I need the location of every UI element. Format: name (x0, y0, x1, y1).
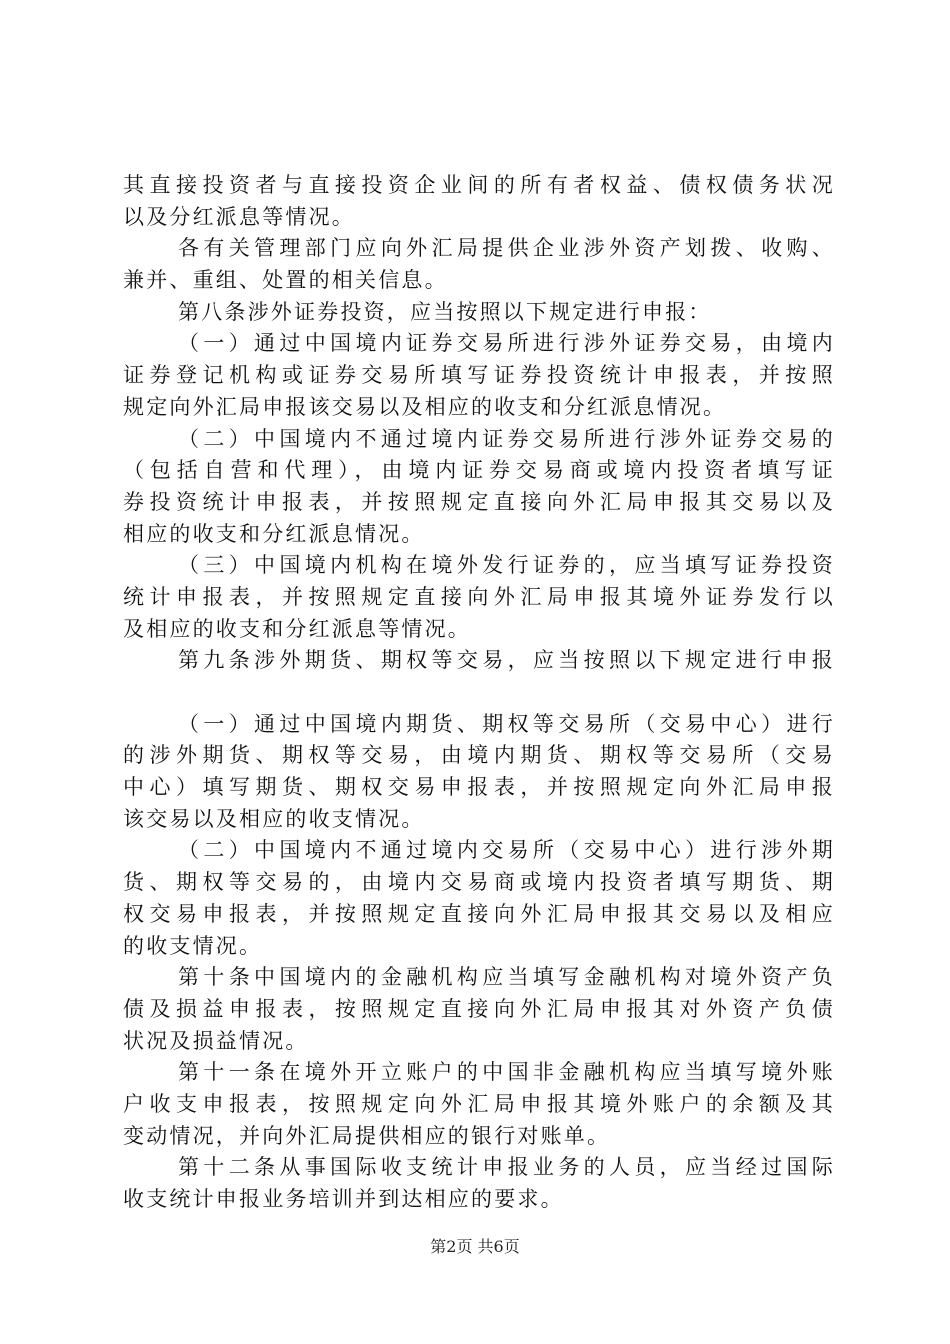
text-line: 其直接投资者与直接投资企业间的所有者权益、债权债务状况 (123, 173, 835, 197)
text-line: 中心）填写期货、期权交易申报表，并按照规定向外汇局申报 (123, 775, 835, 800)
text-line: 第十一条在境外开立账户的中国非金融机构应当填写境外账 (178, 1060, 835, 1085)
text-line: 的收支情况。 (123, 933, 263, 958)
text-line: 的涉外期货、期权等交易，由境内期货、期权等交易所（交易 (123, 743, 835, 768)
text-line: 兼并、重组、处置的相关信息。 (123, 268, 448, 293)
text-line: 规定向外汇局申报该交易以及相应的收支和分红派息情况。 (123, 394, 727, 419)
document-body (123, 170, 835, 1216)
text-line: 以及分红派息等情况。 (123, 204, 355, 229)
text-line: （包括自营和代理），由境内证券交易商或境内投资者填写证 (123, 458, 835, 483)
text-line: 第九条涉外期货、期权等交易，应当按照以下规定进行申报 (178, 648, 835, 673)
blank-line (123, 677, 835, 709)
text-line: 各有关管理部门应向外汇局提供企业涉外资产划拨、收购、 (178, 236, 835, 261)
text-line: （二）中国境内不通过境内交易所（交易中心）进行涉外期 (178, 838, 835, 863)
text-line: 相应的收支和分红派息情况。 (123, 521, 425, 546)
text-line: 货、期权等交易的，由境内交易商或境内投资者填写期货、期 (123, 870, 835, 895)
text-line: 债及损益申报表，按照规定直接向外汇局申报其对外资产负债 (123, 996, 835, 1021)
text-line: 证券登记机构或证券交易所填写证券投资统计申报表，并按照 (123, 363, 835, 388)
text-line: 券投资统计申报表，并按照规定直接向外汇局申报其交易以及 (123, 489, 835, 514)
text-line: （一）通过中国境内证券交易所进行涉外证券交易，由境内 (178, 331, 835, 356)
text-line: 统计申报表，并按照规定直接向外汇局申报其境外证券发行以 (123, 584, 835, 609)
text-line: 户收支申报表，按照规定向外汇局申报其境外账户的余额及其 (123, 1091, 835, 1116)
text-line: （二）中国境内不通过境内证券交易所进行涉外证券交易的 (178, 426, 835, 451)
text-line: 第八条涉外证券投资，应当按照以下规定进行申报： (178, 299, 712, 324)
page-footer: 第2页 共6页 (430, 1237, 520, 1256)
text-line: 权交易申报表，并按照规定直接向外汇局申报其交易以及相应 (123, 901, 835, 926)
text-line: 状况及损益情况。 (123, 1028, 309, 1053)
text-line: （一）通过中国境内期货、期权等交易所（交易中心）进行 (178, 711, 835, 736)
text-line: 第十二条从事国际收支统计申报业务的人员，应当经过国际 (178, 1155, 835, 1180)
text-line: 收支统计申报业务培训并到达相应的要求。 (123, 1187, 564, 1211)
text-line: （三）中国境内机构在境外发行证券的，应当填写证券投资 (178, 553, 835, 578)
text-line: 该交易以及相应的收支情况。 (123, 806, 425, 831)
text-line: 变动情况，并向外汇局提供相应的银行对账单。 (123, 1123, 611, 1148)
text-line: 第十条中国境内的金融机构应当填写金融机构对境外资产负 (178, 965, 835, 990)
text-line: 及相应的收支和分红派息等情况。 (123, 616, 471, 641)
